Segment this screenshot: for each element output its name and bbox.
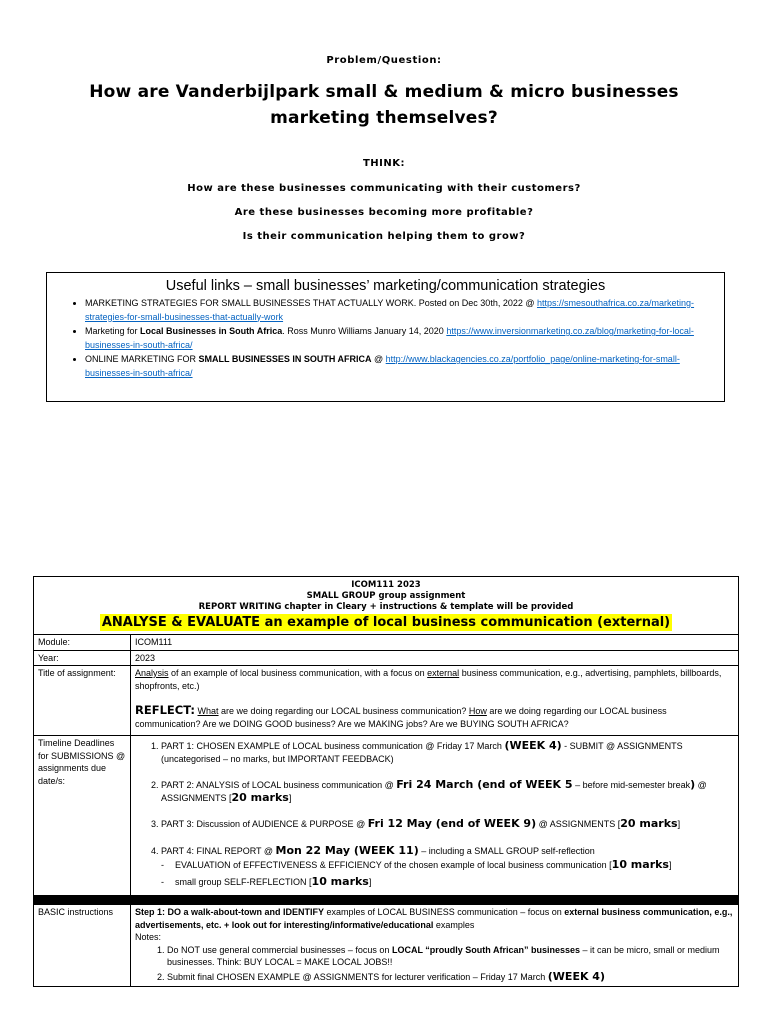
part2-break: – before mid-semester break [572,780,691,790]
timeline-list [135,740,734,888]
part4-eval-bracket: ] [668,860,672,870]
reflect-block [135,704,734,730]
title-analysis-word: Analysis [135,668,169,678]
timeline-part-1 [161,740,734,765]
part2-bracket: ] [288,792,292,803]
assignment-table [33,576,739,987]
part4-eval-text: EVALUATION of EFFECTIVENESS & EFFICIENCY of the chosen example of local business communication [ [175,860,612,870]
problem-question-label: Problem/Question: [326,55,442,66]
link3-title: SMALL BUSINESSES IN SOUTH AFRICA [198,354,372,364]
link-item-3 [85,353,724,380]
note2-week: (WEEK 4) [547,969,605,983]
link3-prefix: ONLINE MARKETING FOR [85,354,199,364]
link2-author-date: . Ross Munro Williams January 14, 2020 [282,326,447,336]
part2-date: Fri 24 March (end of WEEK 5 [396,778,573,791]
question-line-1: How are Vanderbijlpark small & medium & micro businesses [89,82,679,102]
link1-title-a: MARKETING STRATEGIES [85,298,198,308]
note1-text: Do NOT use general commercial businesses – focus on [167,944,392,955]
step-1 [135,906,734,931]
part2-close: ) [690,778,696,791]
step1-title: Step 1: DO a walk-about-town and IDENTIFY [135,907,325,917]
module-label: Module: [34,635,131,651]
basic-instructions-label: BASIC instructions [34,905,131,987]
year-label: Year: [34,650,131,666]
think-question-3: Is their communication helping them to grow? [242,231,526,242]
timeline-label: Timeline Deadlines for SUBMISSIONS @ assignments due date/s: [34,736,131,896]
part2-assign: @ ASSIGNMENTS [ [161,780,707,803]
useful-links-list [47,297,724,380]
title-external-word: external [427,668,460,678]
link2-prefix: Marketing for [85,326,141,336]
assignment-type: SMALL GROUP group assignment [306,591,466,601]
part3-text: PART 3: Discussion of AUDIENCE & PURPOSE @ [161,819,368,829]
part4-reflect-marks: 10 marks [311,874,369,888]
timeline-part-3 [161,818,734,831]
part4-sublist [161,859,734,888]
title-label: Title of assignment: [34,666,131,736]
part2-marks: 20 marks [231,790,289,804]
assignment-note: REPORT WRITING chapter in Cleary + instructions & template will be provided [198,602,574,612]
part4-reflect-bracket: ] [368,876,372,887]
title-description [135,667,734,692]
part3-date: Fri 12 May (end of WEEK 9) [367,817,537,830]
timeline-part-2 [161,779,734,804]
timeline-value [131,736,739,896]
part4-text: PART 4: FINAL REPORT @ [161,845,276,856]
link3-at: @ [371,354,386,364]
useful-links-box [46,272,725,402]
reflect-label: REFLECT: [135,703,196,717]
reflect-text-2: are we doing regarding our LOCAL business communication? Are we DOING GOOD business? Are we MAKING jobs? Are we BUYING SOUTH AFRICA? [135,706,667,729]
link1-date: . Posted on Dec 30th, 2022 @ [413,298,537,308]
note1-think: – it can be micro, small or medium businesses. Think: BUY LOCAL = MAKE LOCAL JOBS!! [167,944,720,967]
reflect-text-1: are we doing regarding our LOCAL business communication? [218,706,469,716]
timeline-part-4 [161,845,734,889]
part3-assign: @ ASSIGNMENTS [ [536,819,621,829]
link-inversionmarketing[interactable]: https://www.inversionmarketing.co.za/blog/marketing-for-local-businesses-in-south-africa/ [85,326,694,350]
note-1 [167,944,734,969]
part3-marks: 20 marks [620,817,678,830]
section-divider [34,896,739,905]
note-2 [167,971,734,984]
assignment-banner: ANALYSE & EVALUATE an example of local business communication (external) [101,615,671,630]
part1-text: PART 1: CHOSEN EXAMPLE of LOCAL business communication @ Friday 17 March [161,741,505,751]
note1-local: LOCAL “proudly South African” businesses [391,944,580,955]
assignment-code: ICOM111 2023 [351,580,421,590]
link-item-1 [85,297,724,324]
question-line-2: marketing themselves? [270,108,498,128]
notes-list [135,944,734,984]
link-item-2 [85,325,724,352]
part4-self-reflection [175,876,734,889]
link-smesouthafrica[interactable]: https://smesouthafrica.co.za/marketing-strategies-for-small-businesses-that-actually-work [85,298,695,322]
think-label: THINK: [362,158,406,169]
part4-reflection: – including a SMALL GROUP self-reflection [418,845,595,856]
part2-text: PART 2: ANALYSIS of LOCAL business communication @ [161,780,397,790]
link1-for: FOR [197,298,222,308]
part1-week: (WEEK 4) [504,739,562,752]
part4-date: Mon 22 May (WEEK 11) [275,843,419,857]
title-value [131,666,739,736]
main-question [0,79,768,131]
reflect-what: What [197,706,219,716]
link2-title: Local Businesses in South Africa [140,326,283,336]
part1-submit: - SUBMIT @ ASSIGNMENTS (uncategorised – no marks, but IMPORTANT FEEDBACK) [161,741,683,764]
step1-text: examples of LOCAL BUSINESS communication – focus on [324,907,565,917]
useful-links-heading: Useful links – small businesses’ marketing/communication strategies [165,278,606,294]
notes-label: Notes: [135,932,162,942]
part4-reflect-text: small group SELF-REFLECTION [ [175,876,312,887]
link1-title-b: SMALL BUSINESSES THAT ACTUALLY WORK [221,298,414,308]
think-question-2: Are these businesses becoming more profitable? [234,207,534,218]
link-blackagencies[interactable]: http://www.blackagencies.co.za/portfolio_page/online-marketing-for-small-businesses-in-south-africa/ [85,354,680,378]
think-question-1: How are these businesses communicating with their customers? [187,183,581,194]
assignment-header-cell [34,577,739,635]
title-text-2: business communication, e.g., advertising, pamphlets, billboards, shopfronts, etc.) [135,668,722,691]
part3-bracket: ] [677,819,681,829]
step1-examples: examples [433,919,475,930]
step1-focus: external business communication, e.g., advertisements, etc. + look out for interesting/informative/educational [135,907,733,930]
part4-evaluation [175,859,734,872]
basic-instructions-value [131,905,739,987]
divider-cell [34,896,739,905]
year-value: 2023 [131,650,739,666]
title-text-1: of an example of local business communication, with a focus on [168,668,428,678]
part4-eval-marks: 10 marks [611,858,669,871]
module-value: ICOM111 [131,635,739,651]
reflect-how: How [468,706,487,716]
note2-text: Submit final CHOSEN EXAMPLE @ ASSIGNMENTS for lecturer verification – Friday 17 March [167,971,548,982]
